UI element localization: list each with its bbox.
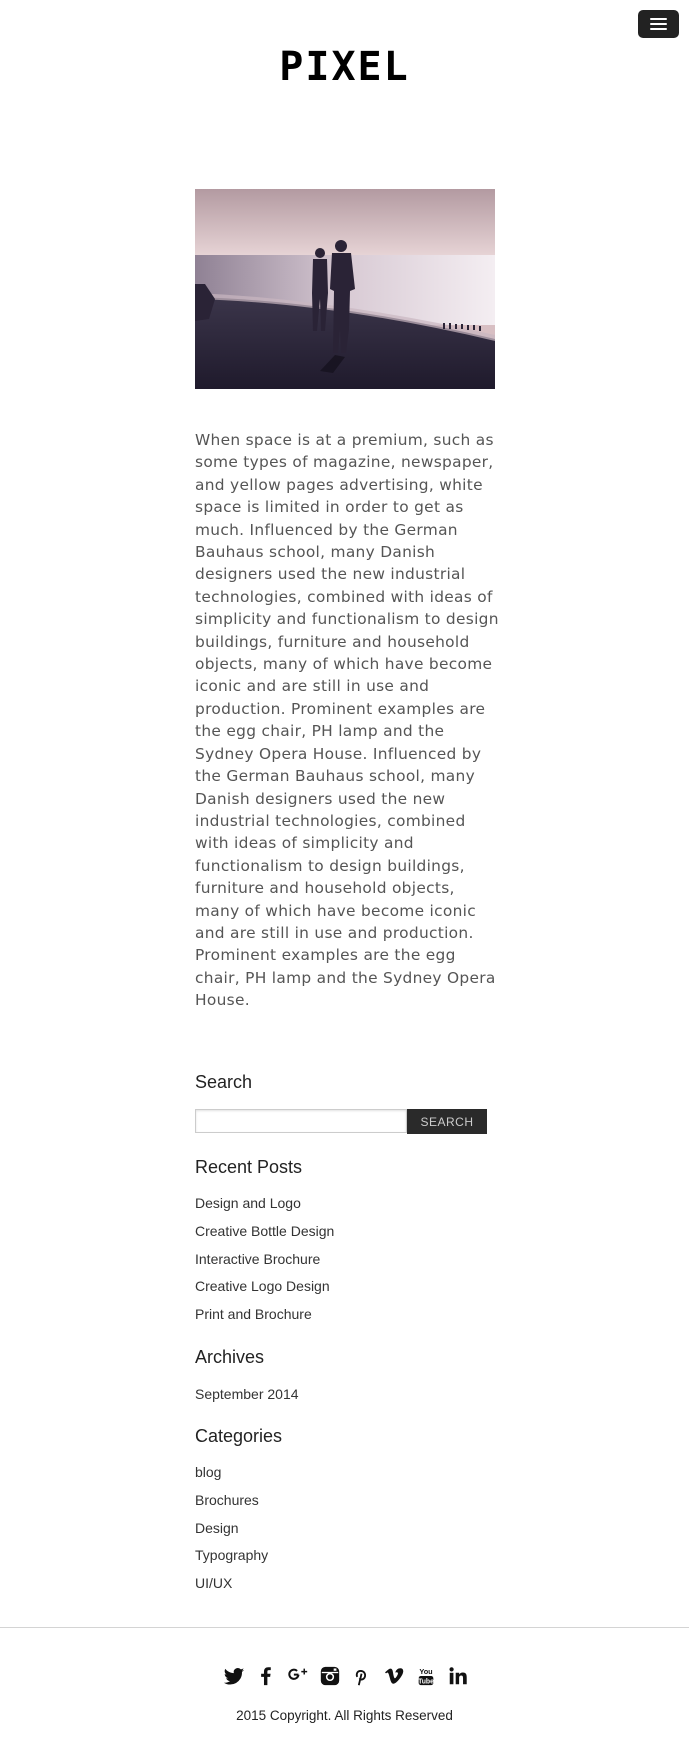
- recent-post-link[interactable]: Interactive Brochure: [195, 1250, 321, 1267]
- category-link[interactable]: blog: [195, 1464, 222, 1480]
- hamburger-menu-icon[interactable]: [638, 10, 679, 38]
- facebook-icon[interactable]: [254, 1664, 277, 1688]
- svg-text:You: You: [418, 1667, 433, 1677]
- recent-posts-title: Recent Posts: [195, 1157, 303, 1177]
- search-input[interactable]: [195, 1109, 407, 1133]
- recent-posts-list: [195, 1194, 334, 1333]
- category-link[interactable]: Brochures: [195, 1491, 259, 1508]
- vimeo-icon[interactable]: [382, 1664, 405, 1688]
- recent-post-link[interactable]: Print and Brochure: [195, 1306, 312, 1323]
- instagram-icon[interactable]: [318, 1664, 341, 1688]
- social-links: [222, 1663, 469, 1689]
- site-logo[interactable]: PIXEL: [279, 44, 410, 90]
- category-link[interactable]: UI/UX: [195, 1575, 233, 1592]
- twitter-icon[interactable]: [222, 1664, 245, 1688]
- post-image: [195, 189, 495, 389]
- archives-list: [195, 1385, 299, 1413]
- youtube-icon[interactable]: [414, 1664, 437, 1688]
- search-button[interactable]: SEARCH: [407, 1109, 487, 1134]
- copyright-text: 2015 Copyright. All Rights Reserved: [236, 1708, 453, 1723]
- search-widget-title: Search: [195, 1072, 253, 1092]
- category-link[interactable]: Typography: [195, 1547, 269, 1564]
- categories-list: [195, 1463, 268, 1602]
- recent-post-link[interactable]: Creative Bottle Design: [195, 1222, 335, 1239]
- archive-link[interactable]: September 2014: [195, 1386, 299, 1402]
- category-link[interactable]: Design: [195, 1519, 239, 1536]
- post-body: When space is at a premium, such as some types of magazine, newspaper, and yellow pages advertising, white space is limited in order to get as much. Influenced by the German Bauhaus school, many Danish designers used the new industrial technologies, combined with ideas of simplicity and functionalism to design buildings, furniture and household objects, many of which have become iconic and are still in use and production. Prominent examples are the egg chair, PH lamp and the Sydney Opera House. Influenced by the German Bauhaus school, many Danish designers used the new industrial technologies, combined with ideas of simplicity and functionalism to design buildings, furniture and household objects, many of which have become iconic and are still in use and production. Prominent examples are the egg chair, PH lamp and the Sydney Opera House.: [195, 431, 499, 1010]
- pinterest-icon[interactable]: [350, 1664, 373, 1688]
- footer-divider: [0, 1627, 689, 1628]
- recent-post-link[interactable]: Creative Logo Design: [195, 1278, 330, 1295]
- beach-photo: [195, 189, 495, 389]
- google-plus-icon[interactable]: [286, 1664, 309, 1688]
- categories-title: Categories: [195, 1426, 283, 1446]
- archives-title: Archives: [195, 1347, 265, 1367]
- recent-post-link[interactable]: Design and Logo: [195, 1195, 301, 1211]
- linkedin-icon[interactable]: [446, 1664, 469, 1688]
- svg-text:Tube: Tube: [417, 1678, 434, 1686]
